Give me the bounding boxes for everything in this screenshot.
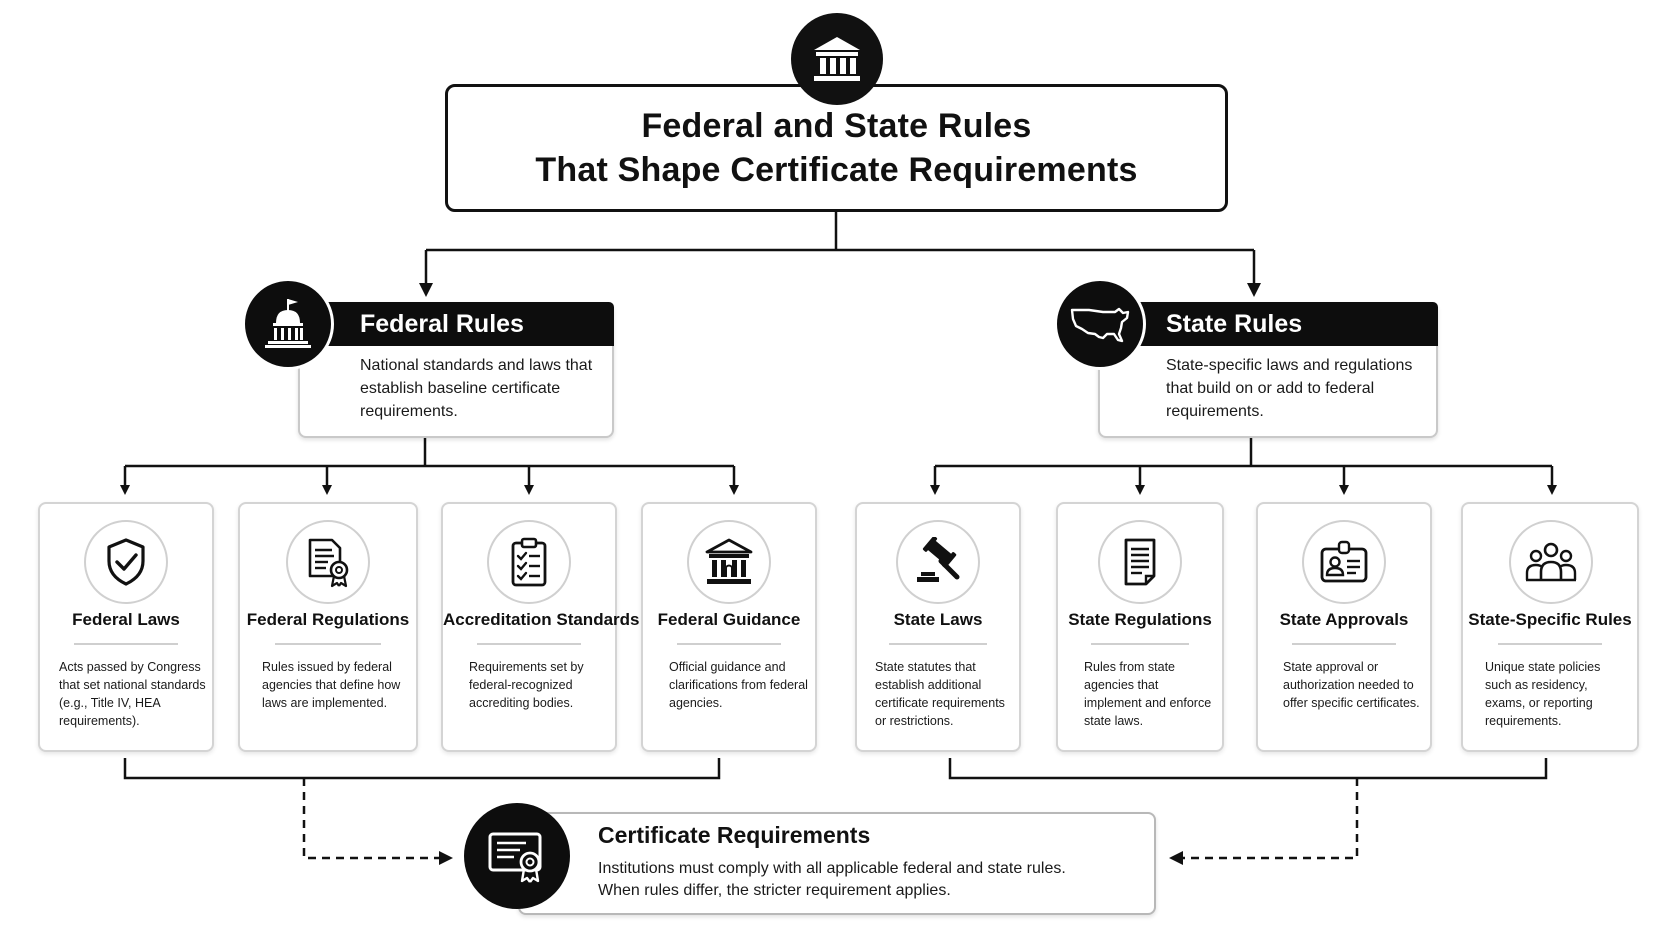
card-divider xyxy=(1292,643,1395,645)
certificate-requirements-title: Certificate Requirements xyxy=(598,822,871,848)
card-description: Unique state policies such as residency, exams, or reporting requirements. xyxy=(1485,660,1601,728)
certificate-line-2: When rules differ, the stricter requirement applies. xyxy=(598,882,951,899)
card-federal-regulations xyxy=(238,502,418,752)
card-divider xyxy=(677,643,780,645)
card-divider xyxy=(889,643,986,645)
government-building-icon xyxy=(791,13,883,105)
card-divider xyxy=(1498,643,1602,645)
federal-rules-header xyxy=(298,302,614,346)
card-description: Official guidance and clarifications from federal agencies. xyxy=(669,660,808,710)
card-federal-guidance xyxy=(641,502,817,752)
certificate-icon xyxy=(464,803,570,909)
card-federal-laws xyxy=(38,502,214,752)
card-description: Rules issued by federal agencies that define how laws are implemented. xyxy=(262,660,401,710)
card-divider xyxy=(74,643,177,645)
capitol-building-icon xyxy=(242,278,334,370)
document-seal-icon xyxy=(286,520,370,604)
card-title: State Approvals xyxy=(1279,610,1409,629)
federal-bracket xyxy=(125,758,719,778)
card-state-specific-rules xyxy=(1461,502,1639,752)
card-divider xyxy=(1091,643,1189,645)
card-description: Rules from state agencies that implement and enforce state laws. xyxy=(1084,660,1212,728)
federal-rules-description: National standards and laws that establish baseline certificate requirements. xyxy=(360,357,593,420)
card-state-laws xyxy=(855,502,1021,752)
document-icon xyxy=(1098,520,1182,604)
people-group-icon xyxy=(1509,520,1593,604)
us-map-icon xyxy=(1054,278,1146,370)
card-state-regulations xyxy=(1056,502,1224,752)
federal-to-certificate-arrow xyxy=(304,778,446,858)
card-state-approvals xyxy=(1256,502,1432,752)
clipboard-checklist-icon xyxy=(487,520,571,604)
card-title: State Regulations xyxy=(1068,610,1212,629)
state-rules-description: State-specific laws and regulations that build on or add to federal requirements. xyxy=(1166,357,1413,420)
card-description: State statutes that establish additional certificate requirements or restrictions. xyxy=(875,660,1005,728)
state-rules-header xyxy=(1098,302,1438,346)
certificate-requirements-description xyxy=(598,858,1066,902)
card-description: Acts passed by Congress that set national standards (e.g., Title IV, HEA requirements). xyxy=(59,660,206,728)
title-line-1: Federal and State Rules xyxy=(641,107,1032,145)
card-title: Federal Regulations xyxy=(246,610,410,629)
card-description: Requirements set by federal-recognized accrediting bodies. xyxy=(469,660,584,710)
card-title: Accreditation Standards xyxy=(443,610,640,629)
id-badge-icon xyxy=(1302,520,1386,604)
shield-check-icon xyxy=(84,520,168,604)
state-bracket xyxy=(950,758,1546,778)
card-title: Federal Guidance xyxy=(657,610,801,629)
card-divider xyxy=(275,643,381,645)
gavel-icon xyxy=(896,520,980,604)
card-divider xyxy=(477,643,580,645)
title-line-2: That Shape Certificate Requirements xyxy=(535,151,1138,189)
card-title: Federal Laws xyxy=(72,610,180,629)
card-title: State-Specific Rules xyxy=(1468,610,1632,629)
state-to-certificate-arrow xyxy=(1176,778,1357,858)
federal-rules-label: Federal Rules xyxy=(360,309,524,338)
card-accreditation-standards xyxy=(441,502,640,752)
federal-rules-panel xyxy=(298,302,614,438)
card-description: State approval or authorization needed to offer specific certificates. xyxy=(1283,660,1420,710)
state-rules-label: State Rules xyxy=(1166,309,1303,338)
certificate-line-1: Institutions must comply with all applicable federal and state rules. xyxy=(598,860,1066,877)
courthouse-icon xyxy=(687,520,771,604)
card-title: State Laws xyxy=(893,610,983,629)
state-rules-panel xyxy=(1098,302,1438,438)
